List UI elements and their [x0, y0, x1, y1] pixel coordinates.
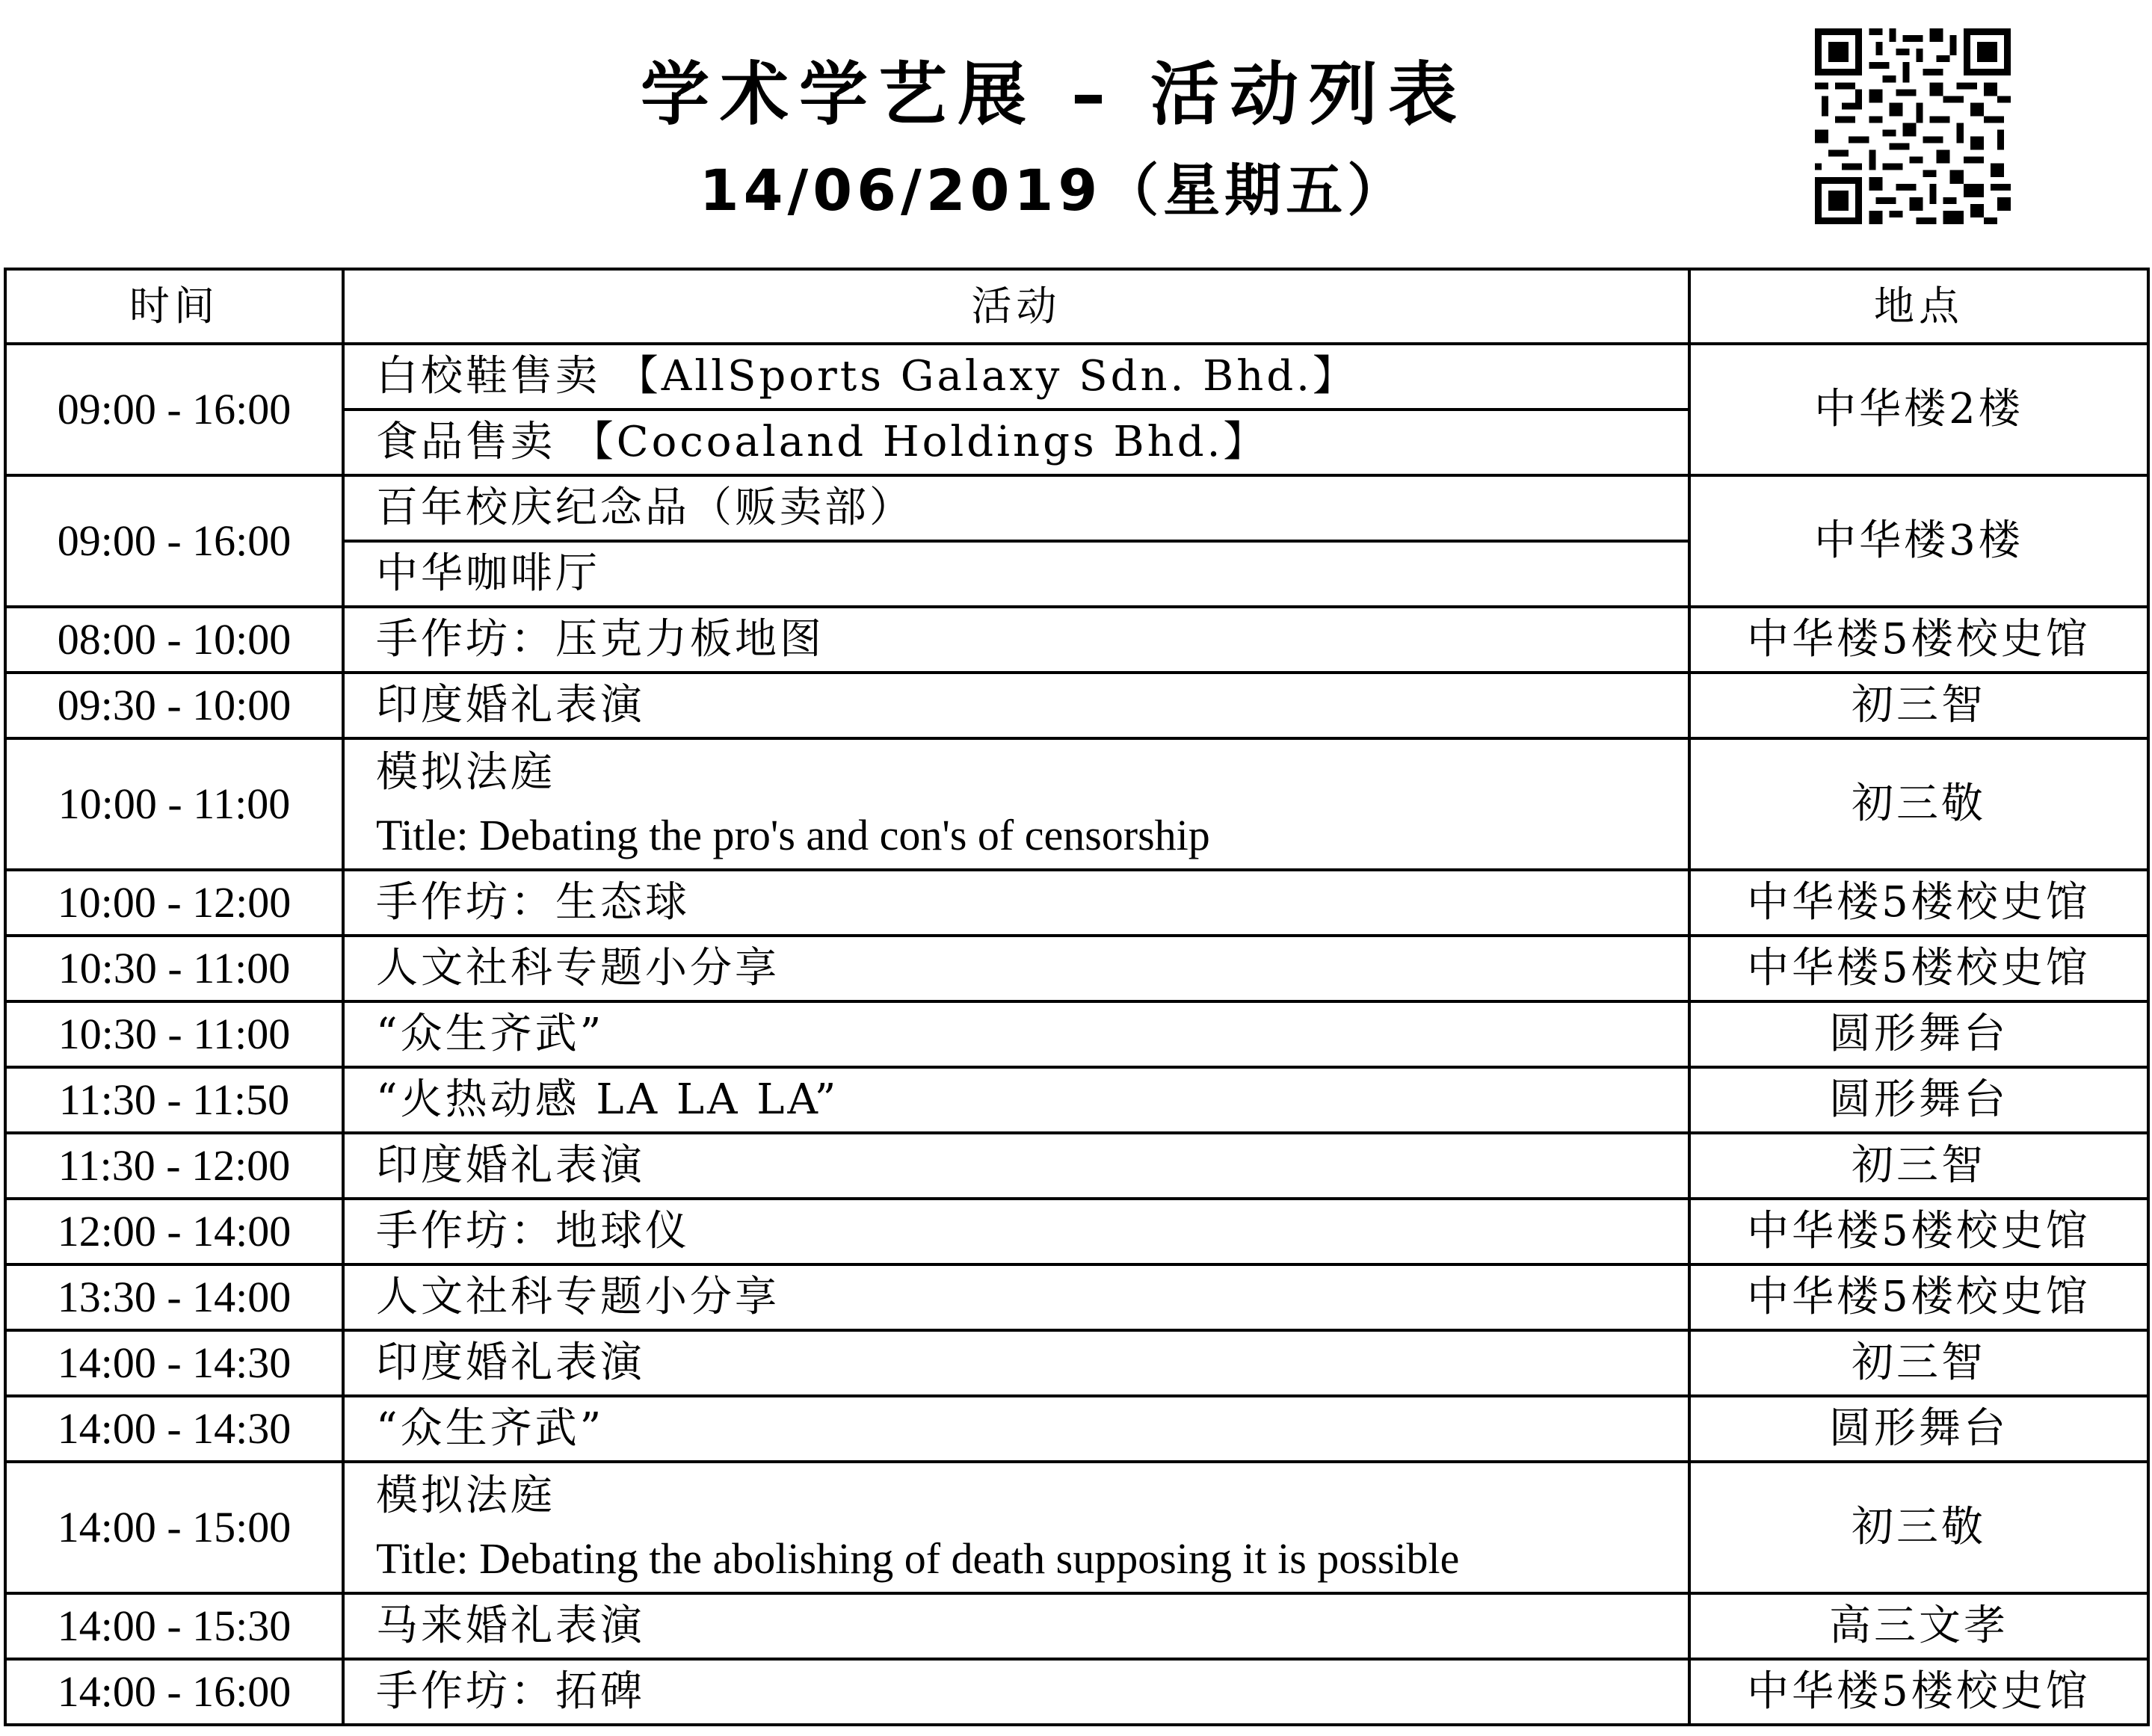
row-location: 初三敬	[1689, 1462, 2148, 1593]
table-row	[5, 1593, 2148, 1659]
page-date: 14/06/2019（星期五）	[699, 157, 1409, 223]
activity-line: 食品售卖 【Cocoaland Holdings Bhd.】	[345, 408, 1688, 474]
row-activity: 马来婚礼表演	[343, 1593, 1689, 1659]
activity-line: 模拟法庭	[376, 748, 555, 797]
row-activity: 印度婚礼表演	[343, 673, 1689, 738]
row-activity	[343, 1462, 1689, 1593]
row-time: 10:30 - 11:00	[5, 1001, 343, 1067]
activity-detail: Title: Debating the abolishing of death supposing it is possible	[376, 1534, 1460, 1583]
row-time: 09:00 - 16:00	[5, 475, 343, 607]
row-time: 14:00 - 14:30	[5, 1396, 343, 1462]
row-location: 初三智	[1689, 1330, 2148, 1396]
table-row	[5, 344, 2148, 475]
table-row	[5, 1133, 2148, 1199]
row-location: 中华楼5楼校史馆	[1689, 870, 2148, 936]
row-activity: 手作坊：拓碑	[343, 1659, 1689, 1725]
row-location: 中华楼2楼	[1689, 344, 2148, 475]
row-time: 08:00 - 10:00	[5, 607, 343, 673]
row-time: 14:00 - 14:30	[5, 1330, 343, 1396]
row-activity: 人文社科专题小分享	[343, 936, 1689, 1001]
table-row	[5, 475, 2148, 607]
table-row	[5, 1659, 2148, 1725]
row-time: 09:00 - 16:00	[5, 344, 343, 475]
row-activity	[343, 738, 1689, 870]
table-row	[5, 1001, 2148, 1067]
table-header-row	[5, 269, 2148, 344]
row-location: 圆形舞台	[1689, 1067, 2148, 1133]
row-location: 圆形舞台	[1689, 1001, 2148, 1067]
row-activity: 手作坊：地球仪	[343, 1199, 1689, 1264]
row-time: 10:30 - 11:00	[5, 936, 343, 1001]
row-time: 14:00 - 16:00	[5, 1659, 343, 1725]
row-location: 初三智	[1689, 1133, 2148, 1199]
row-time: 10:00 - 11:00	[5, 738, 343, 870]
row-activity	[343, 475, 1689, 607]
row-activity	[343, 344, 1689, 475]
row-activity: 手作坊：生态球	[343, 870, 1689, 936]
row-activity: 人文社科专题小分享	[343, 1264, 1689, 1330]
activity-line: 中华咖啡厅	[345, 540, 1688, 605]
row-location: 高三文孝	[1689, 1593, 2148, 1659]
row-activity: 手作坊：压克力板地图	[343, 607, 1689, 673]
row-time: 13:30 - 14:00	[5, 1264, 343, 1330]
row-location: 中华楼5楼校史馆	[1689, 1264, 2148, 1330]
row-time: 10:00 - 12:00	[5, 870, 343, 936]
row-location: 中华楼5楼校史馆	[1689, 936, 2148, 1001]
activity-line: 模拟法庭	[376, 1471, 555, 1520]
row-activity: “众生齐武”	[343, 1001, 1689, 1067]
row-activity: “火热动感 LA LA LA”	[343, 1067, 1689, 1133]
header-time: 时间	[5, 269, 343, 344]
header-location: 地点	[1689, 269, 2148, 344]
table-row	[5, 673, 2148, 738]
row-location: 中华楼3楼	[1689, 475, 2148, 607]
table-row	[5, 1199, 2148, 1264]
table-row	[5, 1462, 2148, 1593]
activity-line: 白校鞋售卖 【AllSports Galaxy Sdn. Bhd.】	[376, 352, 1357, 401]
row-activity: 印度婚礼表演	[343, 1330, 1689, 1396]
row-activity: 印度婚礼表演	[343, 1133, 1689, 1199]
page-header	[0, 0, 2152, 265]
row-location: 中华楼5楼校史馆	[1689, 1199, 2148, 1264]
activity-line: 百年校庆纪念品（贩卖部）	[376, 484, 914, 532]
row-activity: “众生齐武”	[343, 1396, 1689, 1462]
row-location: 中华楼5楼校史馆	[1689, 1659, 2148, 1725]
activity-detail: Title: Debating the pro's and con's of censorship	[376, 811, 1210, 859]
table-row	[5, 738, 2148, 870]
row-location: 初三敬	[1689, 738, 2148, 870]
row-time: 11:30 - 11:50	[5, 1067, 343, 1133]
row-location: 初三智	[1689, 673, 2148, 738]
table-row	[5, 1264, 2148, 1330]
table-row	[5, 936, 2148, 1001]
row-location: 中华楼5楼校史馆	[1689, 607, 2148, 673]
row-time: 14:00 - 15:30	[5, 1593, 343, 1659]
row-time: 12:00 - 14:00	[5, 1199, 343, 1264]
row-time: 09:30 - 10:00	[5, 673, 343, 738]
table-row	[5, 1396, 2148, 1462]
table-row	[5, 1067, 2148, 1133]
row-time: 14:00 - 15:00	[5, 1462, 343, 1593]
page-title: 学术学艺展 – 活动列表	[640, 55, 1468, 135]
row-time: 11:30 - 12:00	[5, 1133, 343, 1199]
qr-code-icon	[1806, 28, 2020, 224]
table-row	[5, 1330, 2148, 1396]
table-row	[5, 870, 2148, 936]
row-location: 圆形舞台	[1689, 1396, 2148, 1462]
header-activity: 活动	[343, 269, 1689, 344]
table-row	[5, 607, 2148, 673]
schedule-table	[4, 268, 2150, 1726]
